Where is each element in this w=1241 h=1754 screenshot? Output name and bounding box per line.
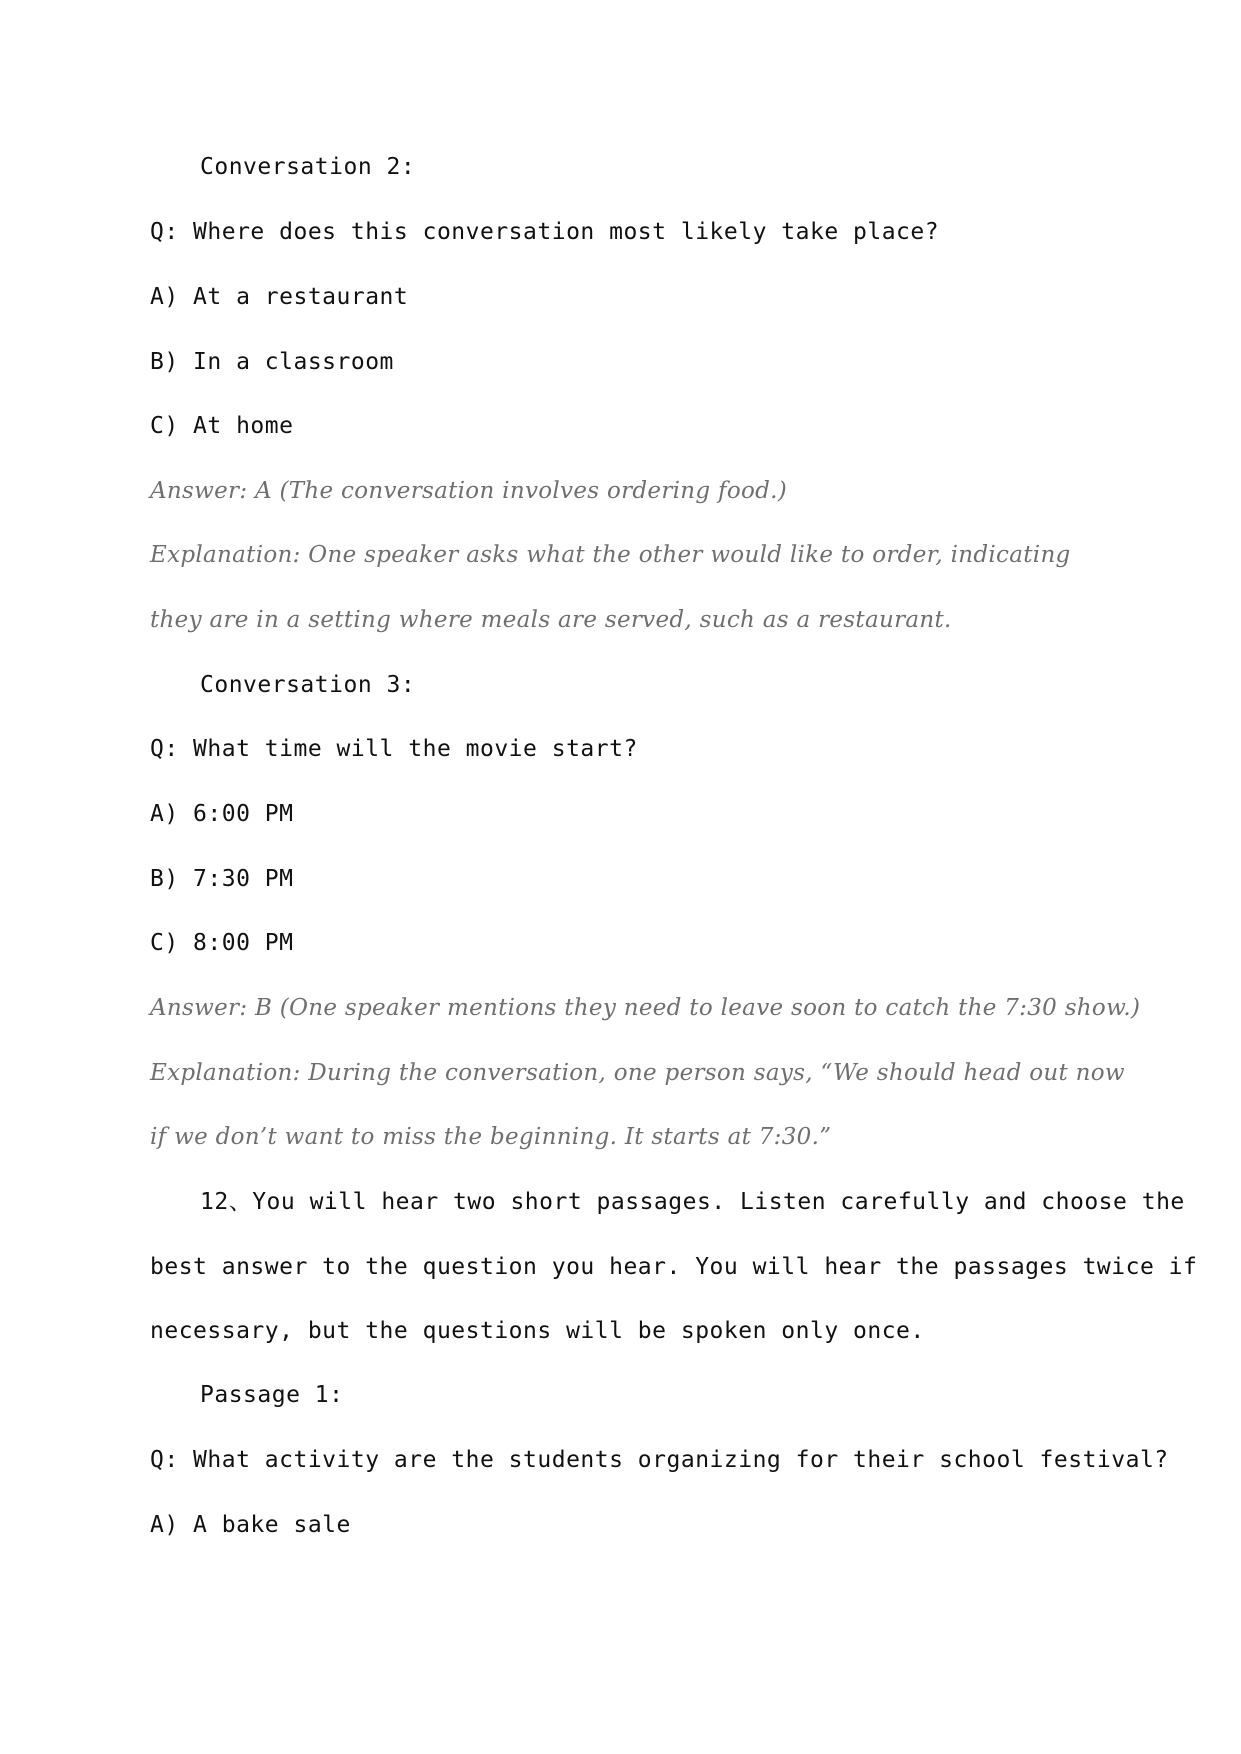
section-12-instructions-line-3: necessary, but the questions will be spoken only once. bbox=[150, 1318, 925, 1344]
conversation-2-question: Q: Where does this conversation most likely take place? bbox=[150, 219, 940, 245]
conversation-3-option-c: C) 8:00 PM bbox=[150, 930, 294, 956]
conversation-2-answer: Answer: A (The conversation involves ordering food.) bbox=[150, 478, 788, 504]
conversation-3-answer: Answer: B (One speaker mentions they need to leave soon to catch the 7:30 show.) bbox=[150, 995, 1141, 1021]
conversation-2-option-c: C) At home bbox=[150, 413, 294, 439]
conversation-3-explanation-line-1: Explanation: During the conversation, one person says, “We should head out now bbox=[150, 1060, 1125, 1086]
conversation-3-explanation-line-2: if we don’t want to miss the beginning. It starts at 7:30.” bbox=[150, 1124, 832, 1150]
passage-1-option-a: A) A bake sale bbox=[150, 1512, 351, 1538]
conversation-3-question: Q: What time will the movie start? bbox=[150, 736, 638, 762]
conversation-3-option-a: A) 6:00 PM bbox=[150, 801, 294, 827]
passage-1-heading: Passage 1: bbox=[200, 1382, 344, 1408]
conversation-2-option-b: B) In a classroom bbox=[150, 349, 394, 375]
conversation-2-option-a: A) At a restaurant bbox=[150, 284, 409, 310]
conversation-3-option-b: B) 7:30 PM bbox=[150, 866, 294, 892]
conversation-3-heading: Conversation 3: bbox=[200, 672, 416, 698]
conversation-2-heading: Conversation 2: bbox=[200, 154, 416, 180]
passage-1-question: Q: What activity are the students organizing for their school festival? bbox=[150, 1447, 1169, 1473]
conversation-2-explanation-line-1: Explanation: One speaker asks what the other would like to order, indicating bbox=[150, 542, 1071, 568]
section-12-instructions-line-1: 12、You will hear two short passages. Listen carefully and choose the bbox=[200, 1189, 1185, 1215]
conversation-2-explanation-line-2: they are in a setting where meals are served, such as a restaurant. bbox=[150, 607, 952, 633]
section-12-instructions-line-2: best answer to the question you hear. You will hear the passages twice if bbox=[150, 1254, 1198, 1280]
